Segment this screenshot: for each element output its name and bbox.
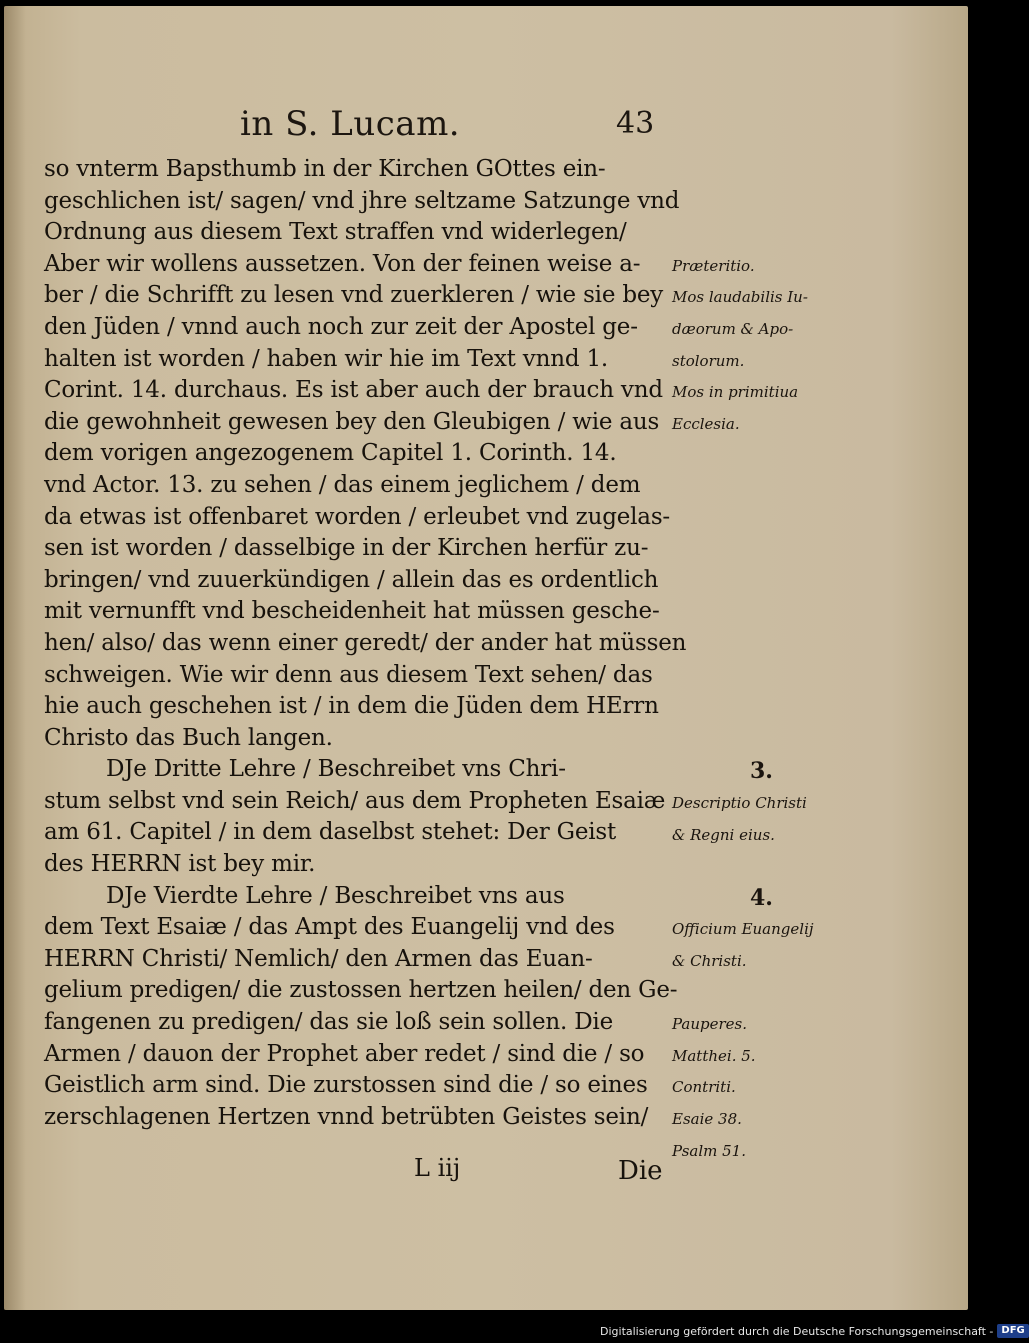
text-line: fangenen zu predigen/ das sie loß sein sollen. Die	[44, 1009, 613, 1036]
page-header	[4, 104, 968, 150]
margin-note: Ecclesia.	[672, 414, 740, 433]
text-line: stum selbst vnd sein Reich/ aus dem Propheten Esaiæ	[44, 787, 666, 814]
text-line: Christo das Buch langen.	[44, 724, 333, 751]
credit-text: Digitalisierung gefördert durch die Deutsche Forschungsgemeinschaft -	[600, 1324, 994, 1338]
margin-section-number: 4.	[750, 884, 773, 911]
text-line: DJe Dritte Lehre / Beschreibet vns Chri-	[106, 756, 566, 783]
margin-note: Esaie 38.	[672, 1110, 742, 1128]
margin-note: & Regni eius.	[672, 825, 775, 844]
margin-note: Mos laudabilis Iu-	[672, 288, 808, 307]
margin-note: Pauperes.	[672, 1015, 748, 1034]
text-line: sen ist worden / dasselbige in der Kirchen herfür zu-	[44, 535, 649, 562]
text-line: am 61. Capitel / in dem daselbst stehet: Der Geist	[44, 819, 617, 846]
text-line: Aber wir wollens aussetzen. Von der feinen weise a-	[44, 250, 641, 277]
text-line: halten ist worden / haben wir hie im Text vnnd 1.	[44, 345, 609, 372]
margin-note: Mos in primitiua	[672, 383, 799, 402]
book-page	[4, 6, 968, 1310]
page-number: 43	[616, 106, 655, 141]
text-line: Ordnung aus diesem Text straffen vnd widerlegen/	[44, 219, 627, 246]
margin-note: stolorum.	[672, 351, 745, 370]
margin-note: Præteritio.	[672, 256, 755, 275]
catchword: Die	[618, 1156, 663, 1186]
text-line: dem vorigen angezogenem Capitel 1. Corinth. 14.	[44, 440, 617, 467]
margin-section-number: 3.	[750, 758, 773, 785]
text-line: gelium predigen/ die zustossen hertzen heilen/ den Ge-	[44, 977, 678, 1004]
text-line: schweigen. Wie wir denn aus diesem Text sehen/ das	[44, 661, 653, 688]
text-line: Armen / dauon der Prophet aber redet / sind die / so	[44, 1040, 645, 1067]
text-line: geschlichen ist/ sagen/ vnd jhre seltzame Satzunge vnd	[44, 187, 680, 214]
text-line: zerschlagenen Hertzen vnnd betrübten Geistes sein/	[44, 1103, 649, 1130]
text-line: Corint. 14. durchaus. Es ist aber auch der brauch vnd	[44, 377, 663, 404]
text-line: vnd Actor. 13. zu sehen / das einem jeglichem / dem	[44, 471, 641, 498]
text-line: so vnterm Bapsthumb in der Kirchen GOttes ein-	[44, 156, 606, 182]
text-line: mit vernunfft vnd bescheidenheit hat müssen gesche-	[44, 598, 660, 625]
margin-note: Contriti.	[672, 1078, 736, 1097]
margin-note: & Christi.	[672, 952, 747, 970]
signature-mark: L iij	[414, 1154, 461, 1182]
text-line: da etwas ist offenbaret worden / erleubet vnd zugelas-	[44, 503, 670, 530]
text-line: Geistlich arm sind. Die zurstossen sind die / so eines	[44, 1072, 648, 1099]
body-text	[44, 154, 687, 1133]
margin-note: Psalm 51.	[672, 1141, 746, 1160]
margin-note: dæorum & Apo-	[672, 320, 794, 338]
margin-note: Officium Euangelij	[672, 920, 814, 939]
dfg-logo: DFG	[997, 1324, 1028, 1338]
text-line: die gewohnheit gewesen bey den Gleubigen / wie aus	[44, 408, 660, 435]
digitization-credit	[600, 1322, 1029, 1340]
text-line: des HERRN ist bey mir.	[44, 851, 316, 878]
text-line: bringen/ vnd zuuerkündigen / allein das es ordentlich	[44, 566, 659, 593]
text-line: dem Text Esaiæ / das Ampt des Euangelij vnd des	[44, 914, 615, 941]
running-head: in S. Lucam.	[240, 104, 461, 144]
margin-note: Matthei. 5.	[672, 1046, 756, 1065]
text-line: hie auch geschehen ist / in dem die Jüden dem HErrn	[44, 693, 659, 720]
text-line: DJe Vierdte Lehre / Beschreibet vns aus	[106, 882, 565, 909]
page-footer	[4, 1154, 968, 1194]
text-line: den Jüden / vnnd auch noch zur zeit der Apostel ge-	[44, 313, 638, 340]
text-line: HERRN Christi/ Nemlich/ den Armen das Euan-	[44, 945, 593, 972]
text-line: ber / die Schrifft zu lesen vnd zuerkleren / wie sie bey	[44, 282, 664, 309]
text-line: hen/ also/ das wenn einer geredt/ der ander hat müssen	[44, 629, 687, 656]
margin-note: Descriptio Christi	[672, 794, 807, 812]
page-gutter-shadow	[4, 6, 26, 1310]
